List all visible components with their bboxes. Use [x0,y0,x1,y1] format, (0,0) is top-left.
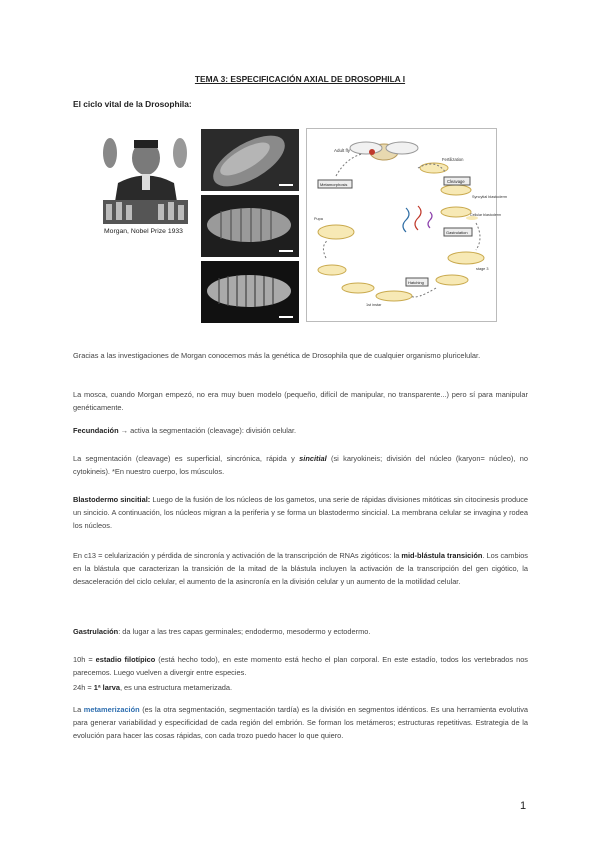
label-metamorphosis: Metamorphosis [320,182,348,187]
term-mid-blastula: mid-blástula transición [401,551,483,560]
paragraph-model: La mosca, cuando Morgan empezó, no era muy buen modelo (pequeño, difícil de manipular, no transparente...) pero sí para manipular genéticamente. [73,390,528,412]
term-estadio-filotipico: estadio filotípico [95,655,156,664]
term-larva: 1ª larva [93,683,120,692]
paragraph-blastodermo: Blastodermo sincitial: Luego de la fusión de los núcleos de los gametos, una serie de rápidas divisiones mitóticas sin citocinesis produce un sincicio. A continuación, los núcleos migran a la periferia y se forma un blastodermo sincicial. La membrana celular se invagina y rodea los núcleos. [73,495,528,530]
figure-caption: Morgan, Nobel Prize 1933 [104,228,183,235]
label-syncytial: Syncytial blastoderm [472,195,508,199]
label-hatching: Hatching [408,280,424,285]
label-stage: stage 3 [476,267,489,271]
paragraph-segmentacion: La segmentación (cleavage) es superficial, sincrónica, rápida y sincitial (si karyokineis; división del núcleo (karyon= núcleo), no cytokineis). *En nuestro cuerpo, los músculos. [73,454,528,476]
page-number: 1 [520,800,527,812]
paragraph-metamerizacion: La metamerización (es la otra segmentación, segmentación tardía) es la división en segmentos idénticos. Es una herramienta evolutiva para generar variabilidad y especificidad de cada región del embrión. Se forman los metámeros; estructuras repetitivas. Estrategia de la evolución para hacer las cosas rápidas, con cada trozo puedo hacer lo que quiero. [73,705,528,740]
label-adult: Adult fly [334,148,351,153]
sem-image-embryo [201,261,299,323]
term-blastodermo: Blastodermo sincitial: [73,495,151,504]
sem-image-larva [201,195,299,257]
term-sincitial: sincitial [299,454,327,463]
label-pupa: Pupa [314,217,323,221]
morgan-photo [98,128,193,226]
term-fecundacion: Fecundación [73,426,119,435]
section-subtitle: El ciclo vital de la Drosophila: [73,99,192,109]
paragraph-morgan: Gracias a las investigaciones de Morgan conocemos más la genética de Drosophila que de cualquier organismo pluricelular. [73,351,481,360]
label-fertilized: Fertilization [442,157,464,162]
paragraph-gastrulacion: Gastrulación: da lugar a las tres capas germinales; endodermo, mesodermo y ectodermo. [73,627,371,636]
term-gastrulacion: Gastrulación [73,627,119,636]
label-cellular: Cellular blastoderm [470,213,501,217]
label-gastrulation: Gastrulation [446,230,468,235]
sem-image-egg [201,129,299,191]
paragraph-filotipico: 10h = estadio filotípico (está hecho todo), en este momento está hecho el plan corporal. En este estadío, todos los vertebrados nos parecemos. Luego vuelven a divergir entre especies. [73,655,529,677]
page-title: TEMA 3: ESPECIFICACIÓN AXIAL DE DROSOPHILA I [194,74,406,84]
term-metamerizacion: metamerización [83,705,140,714]
paragraph-c13: En c13 = celularización y pérdida de sincronía y activación de la transcripción de RNAs zigóticos: la mid-blástula transición. Los cambios en la blástula que caracterizan la transición de la mitad de la blástula incluyen la activación de la transcripción del gen cigótico, la desaceleración del ciclo celular, el aumento de la asincronía en la división celular y un aumento de la motilidad celular. [73,551,529,586]
label-larva1: 1st instar [366,303,382,307]
label-cleavage: Cleavage [447,179,465,184]
paragraph-fecundacion: Fecundación → activa la segmentación (cleavage): división celular. [73,426,297,435]
life-cycle-diagram [306,128,508,322]
paragraph-larva: 24h = 1ª larva, es una estructura metamerizada. [73,683,233,692]
